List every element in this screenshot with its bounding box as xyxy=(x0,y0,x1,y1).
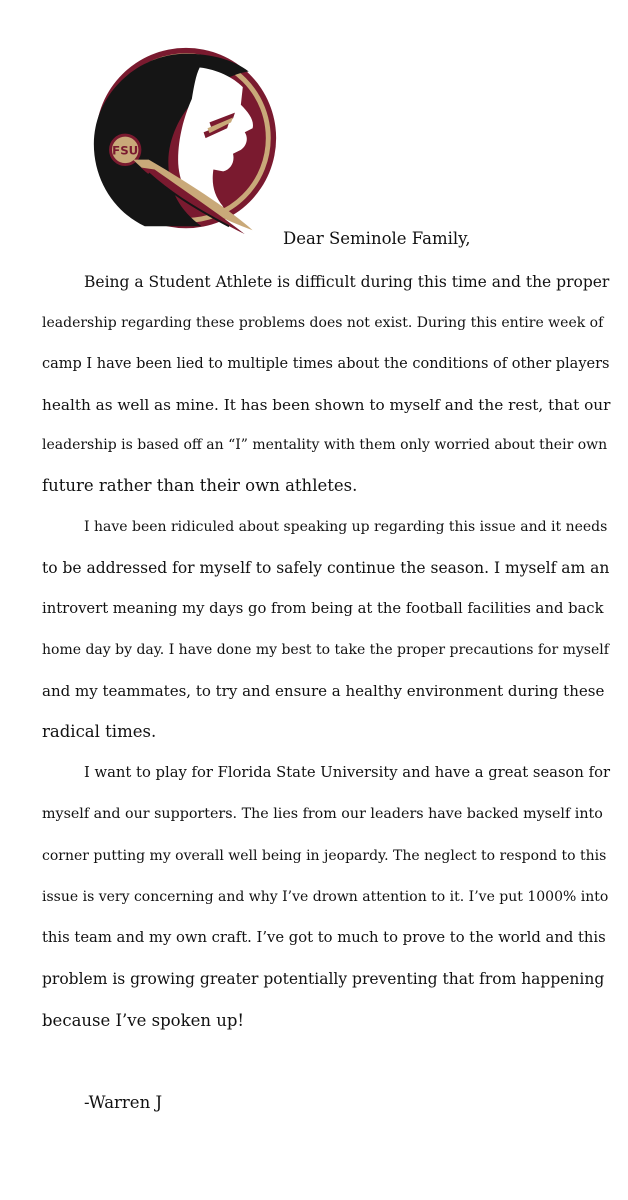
letter-line: health as well as mine. It has been shown to myself and the rest, that our xyxy=(42,396,611,414)
letter-line: and my teammates, to try and ensure a healthy environment during these xyxy=(42,682,605,700)
letter-line: corner putting my overall well being in jeopardy. The neglect to respond to this xyxy=(42,848,607,864)
letter-line: this team and my own craft. I’ve got to much to prove to the world and this xyxy=(42,929,606,946)
logo-emblem-text: FSU xyxy=(112,143,139,158)
letter-line: leadership regarding these problems does not exist. During this entire week of xyxy=(42,315,604,331)
letter-line: camp I have been lied to multiple times about the conditions of other players xyxy=(42,356,610,372)
letter-line: problem is growing greater potentially preventing that from happening xyxy=(42,970,605,988)
letter-line: issue is very concerning and why I’ve drown attention to it. I’ve put 1000% into xyxy=(42,889,609,905)
letter-line: leadership is based off an “I” mentality with them only worried about their own xyxy=(42,437,608,453)
letter-line: Being a Student Athlete is difficult during this time and the proper xyxy=(84,273,610,291)
letter-line: I want to play for Florida State University and have a great season for xyxy=(84,764,610,781)
letter-line: home day by day. I have done my best to take the proper precautions for myself xyxy=(42,642,609,658)
letter-line: I have been ridiculed about speaking up regarding this issue and it needs xyxy=(84,519,608,535)
letter-line: to be addressed for myself to safely continue the season. I myself am an xyxy=(42,559,610,577)
letter-line: myself and our supporters. The lies from our leaders have backed myself into xyxy=(42,806,603,822)
letter-signature: -Warren J xyxy=(84,1093,163,1112)
letter-line: introvert meaning my days go from being at the football facilities and back xyxy=(42,600,604,617)
letter-salutation: Dear Seminole Family, xyxy=(283,229,471,248)
letter-line: because I’ve spoken up! xyxy=(42,1011,245,1030)
letter-line: radical times. xyxy=(42,722,157,741)
letter-line: future rather than their own athletes. xyxy=(42,476,358,495)
seminole-logo xyxy=(86,44,282,240)
